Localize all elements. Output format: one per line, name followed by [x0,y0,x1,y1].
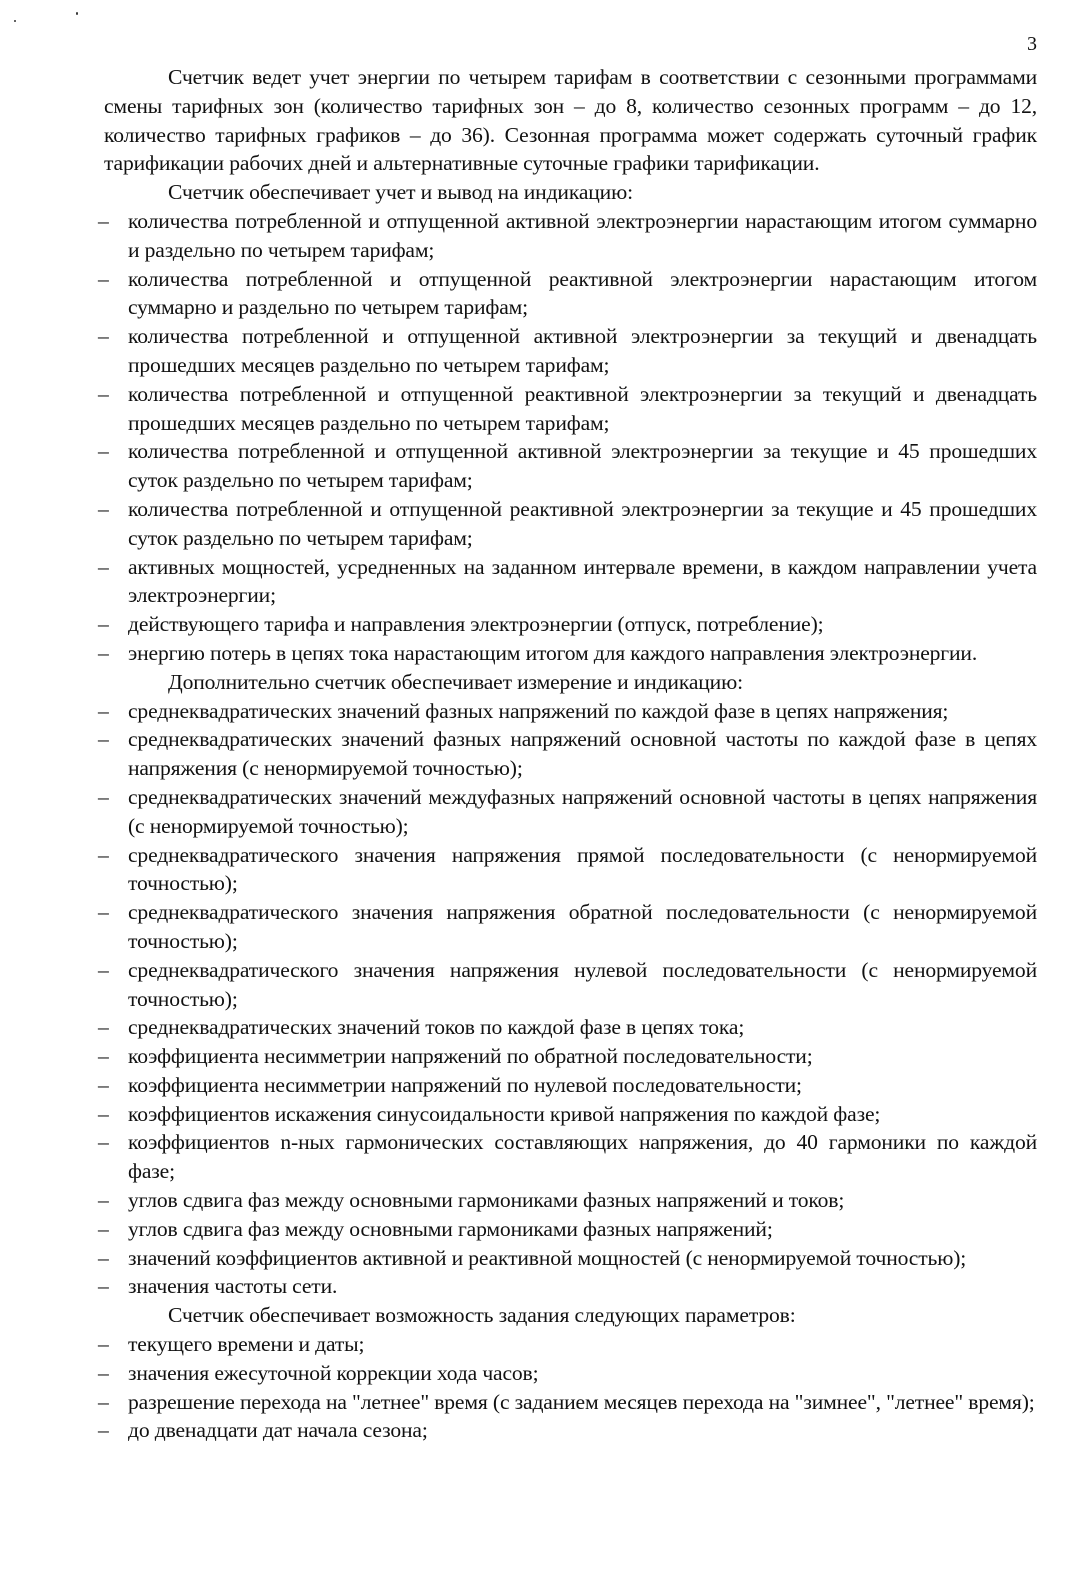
parameters-list [104,1330,1037,1445]
paragraph-parameters-intro: Счетчик обеспечивает возможность задания следующих параметров: [168,1303,796,1328]
list-item: – количества потребленной и отпущенной реактивной электроэнергии за текущий и двенадцать прошедших месяцев раздельно по четырем тарифам; [104,380,1037,438]
list-item: – значения ежесуточной коррекции хода часов; [104,1359,1037,1388]
list-item: – значений коэффициентов активной и реактивной мощностей (с ненормируемой точностью); [104,1244,1037,1273]
list-item: – среднеквадратического значения напряжения обратной последовательности (с ненормируемой точностью); [104,898,1037,956]
list-item: – активных мощностей, усредненных на заданном интервале времени, в каждом направлении учета электроэнергии; [104,553,1037,611]
list-item: – углов сдвига фаз между основными гармониками фазных напряжений и токов; [104,1186,1037,1215]
list-item: – энергию потерь в цепях тока нарастающим итогом для каждого направления электроэнергии. [104,639,1037,668]
list-item: – до двенадцати дат начала сезона; [104,1416,1037,1445]
measurement-list [104,697,1037,1302]
list-item: – среднеквадратических значений токов по каждой фазе в цепях тока; [104,1013,1037,1042]
list-item: – среднеквадратического значения напряжения нулевой последовательности (с ненормируемой точностью); [104,956,1037,1014]
paragraph-accounting-intro: Счетчик обеспечивает учет и вывод на индикацию: [168,180,633,205]
list-item: – количества потребленной и отпущенной реактивной электроэнергии нарастающим итогом суммарно и раздельно по четырем тарифам; [104,265,1037,323]
list-item: – текущего времени и даты; [104,1330,1037,1359]
list-item: – среднеквадратических значений фазных напряжений по каждой фазе в цепях напряжения; [104,697,1037,726]
page-number: 3 [1027,33,1037,55]
list-item: – среднеквадратических значений междуфазных напряжений основной частоты в цепях напряжения (с ненормируемой точностью); [104,783,1037,841]
list-item: – коэффициента несимметрии напряжений по нулевой последовательности; [104,1071,1037,1100]
list-item: – коэффициентов искажения синусоидальности кривой напряжения по каждой фазе; [104,1100,1037,1129]
list-item: – коэффициента несимметрии напряжений по обратной последовательности; [104,1042,1037,1071]
accounting-list [104,207,1037,668]
list-item: – количества потребленной и отпущенной активной электроэнергии за текущий и двенадцать прошедших месяцев раздельно по четырем тарифам; [104,322,1037,380]
list-item: – среднеквадратического значения напряжения прямой последовательности (с ненормируемой точностью); [104,841,1037,899]
list-item: – количества потребленной и отпущенной активной электроэнергии за текущие и 45 прошедших суток раздельно по четырем тарифам; [104,437,1037,495]
list-item: – количества потребленной и отпущенной активной электроэнергии нарастающим итогом суммарно и раздельно по четырем тарифам; [104,207,1037,265]
list-item: – действующего тарифа и направления электроэнергии (отпуск, потребление); [104,610,1037,639]
list-item: – углов сдвига фаз между основными гармониками фазных напряжений; [104,1215,1037,1244]
list-item: – коэффициентов n-ных гармонических составляющих напряжения, до 40 гармоники по каждой фазе; [104,1128,1037,1186]
paragraph-measurement-intro: Дополнительно счетчик обеспечивает измерение и индикацию: [168,669,743,694]
list-item: – разрешение перехода на "летнее" время (с заданием месяцев перехода на "зимнее", "летнее" время); [104,1388,1037,1417]
list-item: – количества потребленной и отпущенной реактивной электроэнергии за текущие и 45 прошедших суток раздельно по четырем тарифам; [104,495,1037,553]
list-item: – значения частоты сети. [104,1272,1037,1301]
paragraph-tariffs: Счетчик ведет учет энергии по четырем тарифам в соответствии с сезонными программами смены тарифных зон (количество тарифных зон – до 8, количество сезонных программ – до 12, количество тарифных графиков – до 36). Сезонная программа может содержать суточный график тарификации рабочих дней и альтернативные суточные графики тарификации. [104,65,1037,176]
scan-speck [76,12,78,15]
scan-speck [14,20,16,22]
list-item: – среднеквадратических значений фазных напряжений основной частоты по каждой фазе в цепях напряжения (с ненормируемой точностью); [104,725,1037,783]
page-body [104,63,1037,1445]
